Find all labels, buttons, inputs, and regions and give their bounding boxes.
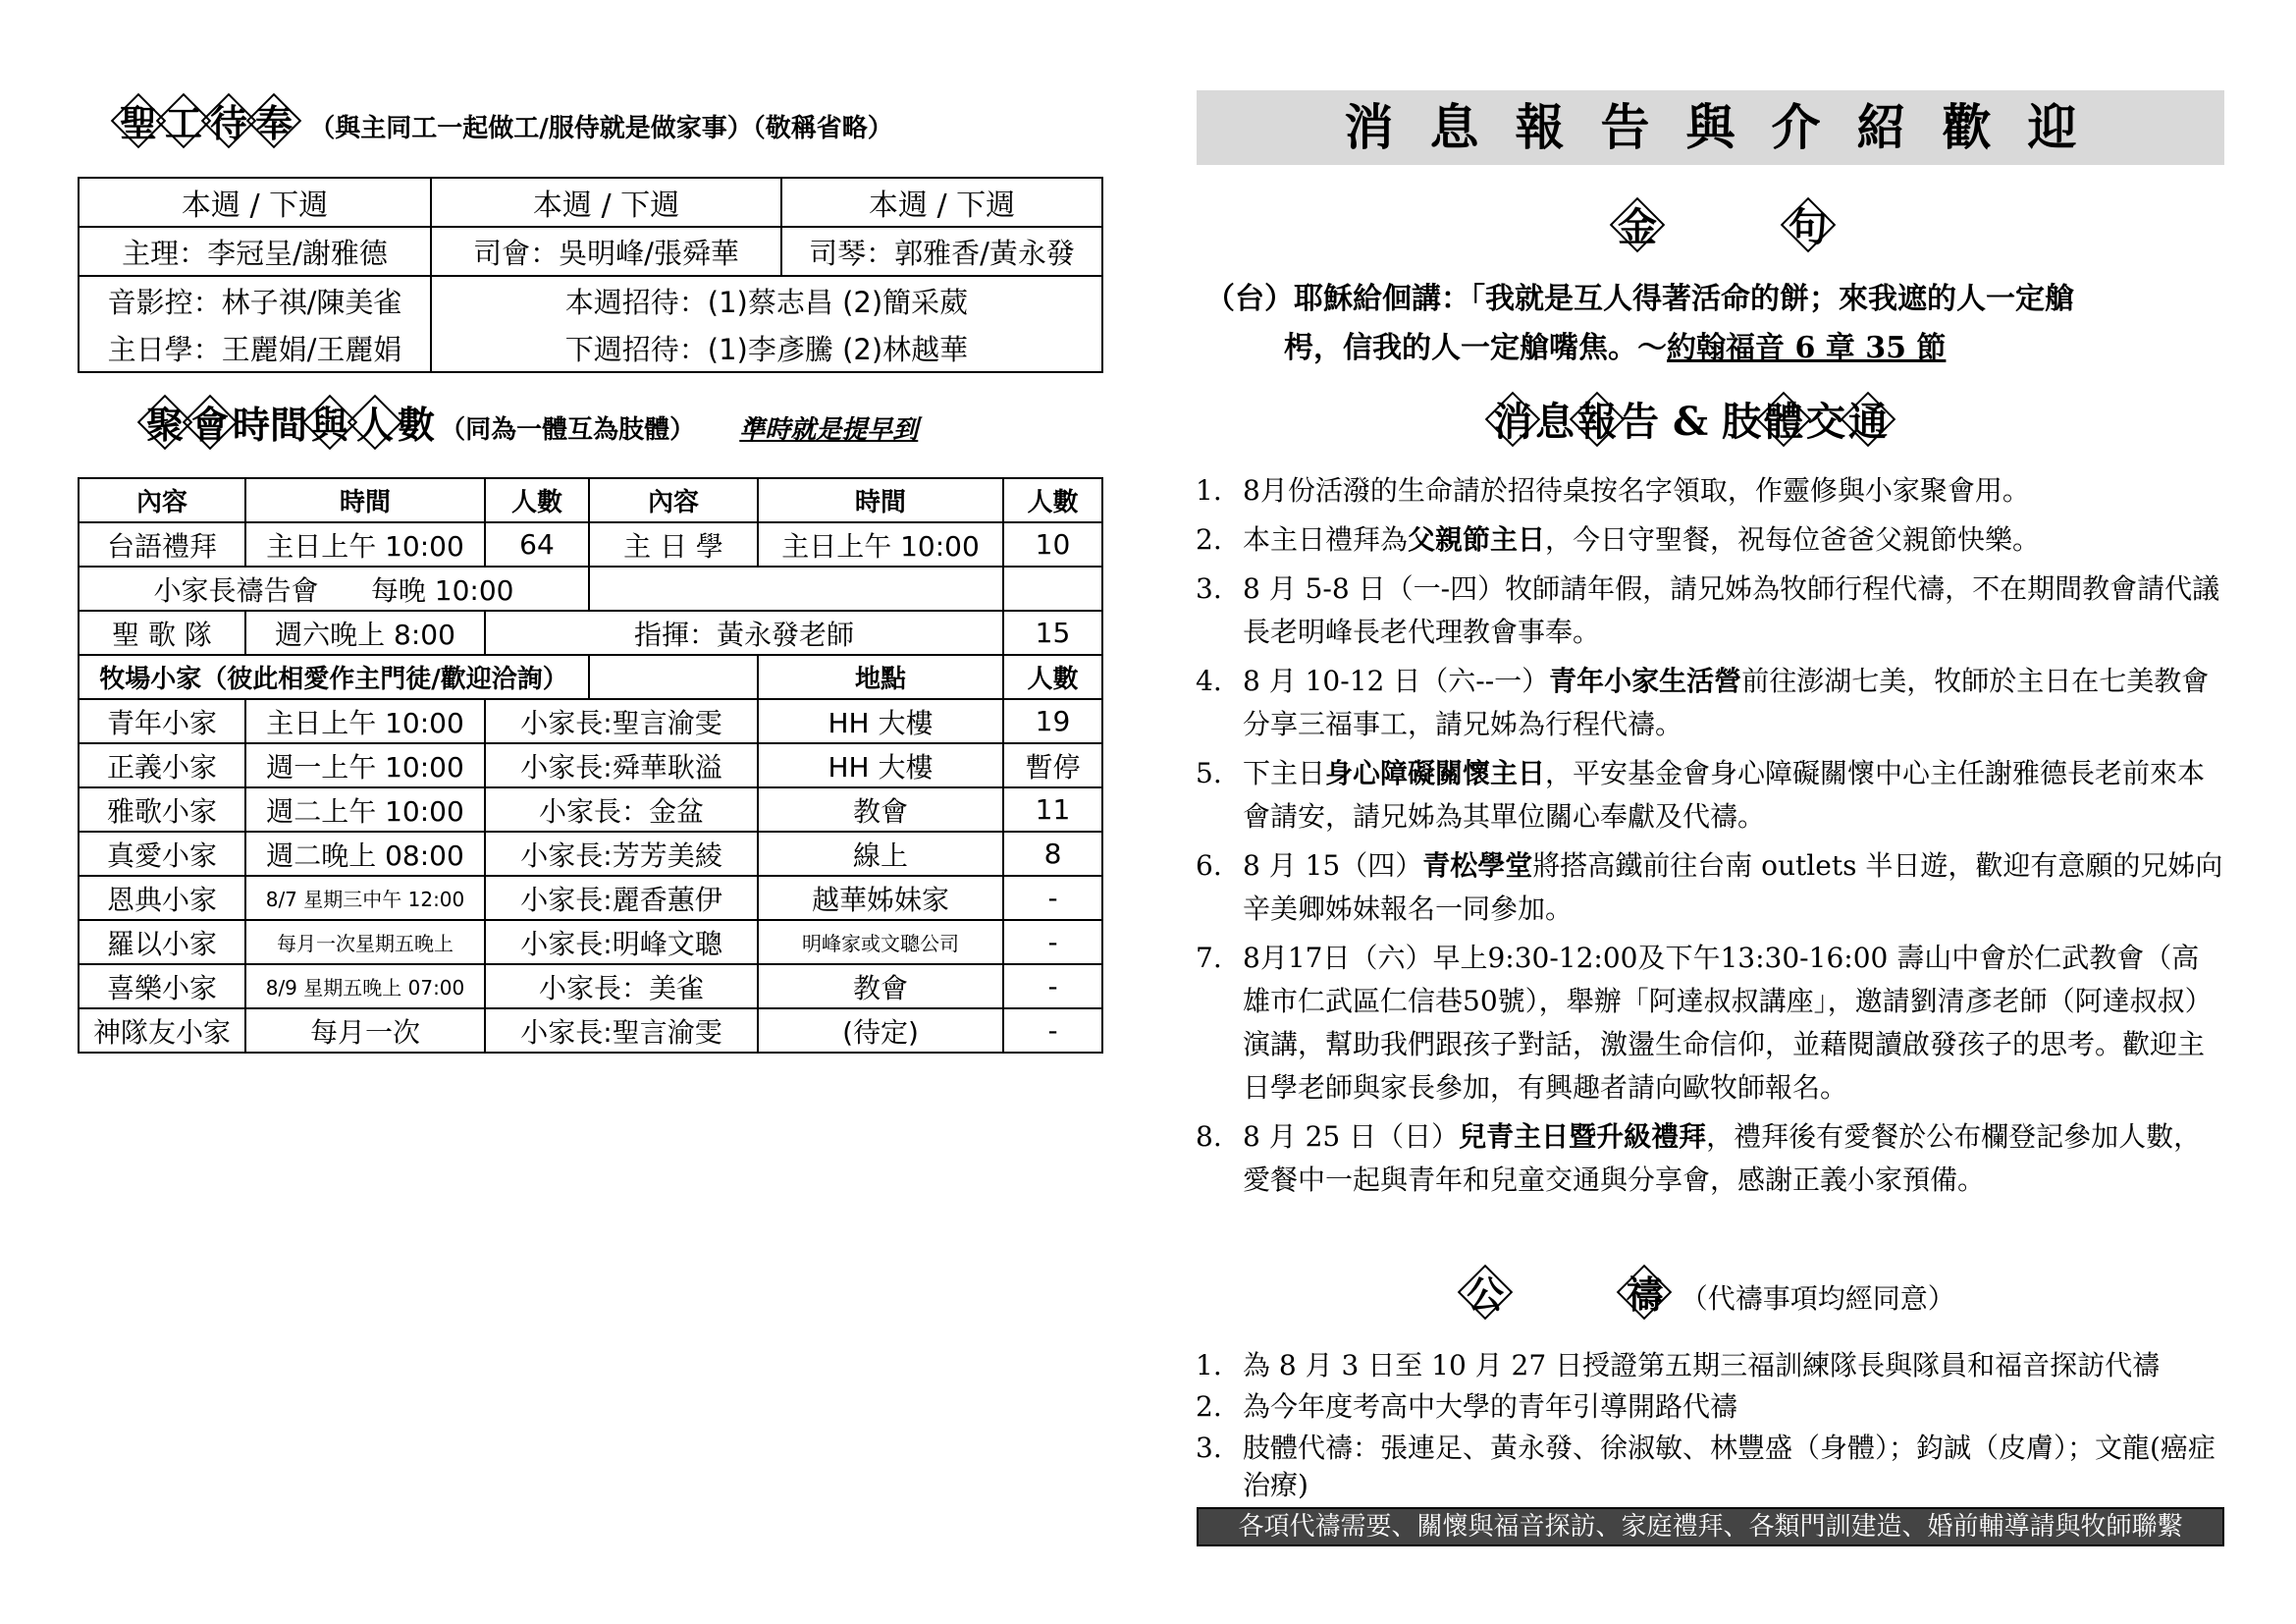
title-char: 告 <box>1620 399 1659 445</box>
verse-line <box>1205 324 2074 373</box>
news-title <box>1490 391 1891 447</box>
verse <box>1205 275 2074 373</box>
banner-char: 消 <box>1344 98 1394 156</box>
cell: 主日上午 10:00 <box>758 522 1003 567</box>
cell: 本週招待：(1)蔡志昌 (2)簡采葳 <box>431 276 1102 324</box>
title-char: 數 <box>398 403 436 447</box>
list-text: 本主日禮拜為 <box>1243 523 1409 556</box>
list-emphasis: 身心障礙關懷主日 <box>1325 757 1546 789</box>
cell: 小家長：美雀 <box>485 964 758 1008</box>
meeting-slogan: 準時就是提早到 <box>739 415 919 445</box>
title-char: 交 <box>1806 399 1845 445</box>
list-item <box>1196 1347 2216 1384</box>
banner-char: 歡 <box>1942 98 1992 156</box>
header-cell: 牧場小家（彼此相愛作主門徒/歡迎洽詢） <box>79 655 589 699</box>
prayer-title-char: 禱 <box>1626 1272 1664 1317</box>
service-subtitle: （與主同工一起做工/服侍就是做家事）（敬稱省略） <box>309 114 893 143</box>
cell: 小家長：金盆 <box>485 787 758 832</box>
list-text: 8月17日（六）早上9:30-12:00及下午13:30-16:00 壽山中會於仁武教會（高雄市仁武區仁信巷50號），舉辦「阿達叔叔講座」，邀請劉清彥老師（阿達叔叔）演講，幫助我們跟孩子對話，激盪生命信仰，並藉閱讀啟發孩子的思考。歡迎主日學老師與家長參加，有興趣者請向歐牧師報名。 <box>1243 942 2213 1104</box>
list-item <box>1196 1430 2216 1504</box>
title-char: 聚 <box>142 395 187 449</box>
cell: 19 <box>1003 699 1102 743</box>
banner-char: 息 <box>1429 98 1479 156</box>
cell: 主 日 學 <box>589 522 758 567</box>
cell: 週二上午 10:00 <box>245 787 485 832</box>
list-text: ，禮拜後有愛餐於公布欄登記參加人數，愛餐中一起與青年和兒童交通與分享會，感謝正義小家預備。 <box>1243 1120 2202 1196</box>
cell: 教會 <box>758 964 1003 1008</box>
title-char: 與 <box>307 395 352 449</box>
cell: 聖 歌 隊 <box>79 611 245 655</box>
cell: HH 大樓 <box>758 699 1003 743</box>
service-table <box>78 177 1103 373</box>
list-number: 5. <box>1196 757 1222 789</box>
cell: 主日上午 10:00 <box>245 699 485 743</box>
prayer-note: （代禱事項均經同意） <box>1680 1282 1955 1315</box>
prayer-title-char: 公 <box>1466 1272 1504 1317</box>
table-row <box>79 832 1102 876</box>
cell: 10 <box>1003 522 1102 567</box>
list-text: 下主日 <box>1243 757 1326 789</box>
list-emphasis: 兒青主日暨升級禮拜 <box>1459 1120 1707 1153</box>
cell: 指揮：黃永發老師 <box>485 611 1003 655</box>
title-char: & <box>1672 399 1709 445</box>
list-text: 8月份活潑的生命請於招待桌按名字領取，作靈修與小家聚會用。 <box>1243 474 2030 507</box>
cell: 週二晚上 08:00 <box>245 832 485 876</box>
cell <box>79 567 589 611</box>
list-text: 8 月 25 日（日） <box>1243 1120 1460 1153</box>
cell: 小家長:芳芳美綾 <box>485 832 758 876</box>
list-item <box>1196 568 2226 654</box>
title-char: 通 <box>1845 391 1891 447</box>
header-cell: 內容 <box>79 478 245 522</box>
cell: 教會 <box>758 787 1003 832</box>
list-text: 為今年度考高中大學的青年引導開路代禱 <box>1243 1390 1738 1423</box>
list-text: ，平安基金會身心障礙關懷中心主任謝雅德長老前來本會請安，請兄姊為其單位關心奉獻及代禱。 <box>1243 757 2206 833</box>
list-item <box>1196 469 2226 513</box>
list-text: 前往澎湖七美，牧師於主日在七美教會分享三福事工，請兄姊為行程代禱。 <box>1243 665 2210 740</box>
list-text: 肢體代禱：張連足、黃永發、徐淑敏、林豐盛（身體）；鈞誠（皮膚）；文龍(癌症治療) <box>1243 1432 2216 1501</box>
title-char: 息 <box>1535 399 1575 445</box>
cell: 64 <box>485 522 589 567</box>
cell: 週六晚上 8:00 <box>245 611 485 655</box>
cell <box>589 567 1003 611</box>
cell: 神隊友小家 <box>79 1008 245 1053</box>
meeting-table <box>78 477 1103 1054</box>
verse-text: 枵，信我的人一定艙嘴焦。～ <box>1284 331 1667 365</box>
cell: 越華姊妹家 <box>758 876 1003 920</box>
cell: 小家長:明峰文聰 <box>485 920 758 964</box>
title-char: 報 <box>1575 391 1620 447</box>
cell: 每月一次星期五晚上 <box>245 920 485 964</box>
list-item <box>1196 844 2226 931</box>
banner-char: 紹 <box>1856 98 1906 156</box>
cell: 青年小家 <box>79 699 245 743</box>
cell: 8 <box>1003 832 1102 876</box>
table-row <box>79 1008 1102 1053</box>
cell: 主日學：王麗娟/王麗娟 <box>79 324 431 372</box>
cell: - <box>1003 920 1102 964</box>
verse-title <box>1615 196 1831 252</box>
title-char: 消 <box>1490 391 1535 447</box>
cell: 司琴：郭雅香/黃永發 <box>781 227 1102 276</box>
cell: 小家長:舜華耿溢 <box>485 743 758 787</box>
list-number: 6. <box>1196 849 1222 882</box>
news-list <box>1196 469 2226 1208</box>
header-cell: 時間 <box>245 478 485 522</box>
banner-char: 迎 <box>2027 98 2077 156</box>
cell: 主理：李冠呈/謝雅德 <box>79 227 431 276</box>
title-char: 時 <box>233 403 271 447</box>
meeting-title <box>142 403 435 447</box>
cell: HH 大樓 <box>758 743 1003 787</box>
cell: 羅以小家 <box>79 920 245 964</box>
prayer-list <box>1196 1347 2216 1508</box>
cell: 真愛小家 <box>79 832 245 876</box>
cell: 8/9 星期五晚上 07:00 <box>245 964 485 1008</box>
table-row <box>79 743 1102 787</box>
list-number: 3. <box>1196 1432 1222 1464</box>
verse-line: （台）耶穌給佪講：「我就是互人得著活命的餅；來我遮的人一定艙 <box>1205 282 2074 316</box>
announcement-banner <box>1197 90 2224 165</box>
list-item <box>1196 1115 2226 1202</box>
header-cell: 本週 / 下週 <box>781 178 1102 227</box>
cell: 司會：吳明峰/張舜華 <box>431 227 781 276</box>
list-emphasis: 父親節主日 <box>1408 523 1546 556</box>
list-number: 2. <box>1196 523 1222 556</box>
cell: 週一上午 10:00 <box>245 743 485 787</box>
cell <box>1003 567 1102 611</box>
service-title: 聖 工 待 奉 <box>116 101 309 145</box>
title-char: 會 <box>187 395 233 449</box>
list-number: 8. <box>1196 1120 1222 1153</box>
list-item <box>1196 1388 2216 1426</box>
cell: (待定) <box>758 1008 1003 1053</box>
cell: 下週招待：(1)李彥騰 (2)林越華 <box>431 324 1102 372</box>
cell: 8/7 星期三中午 12:00 <box>245 876 485 920</box>
title-char: 人 <box>352 395 398 449</box>
table-row <box>79 920 1102 964</box>
header-cell: 內容 <box>589 478 758 522</box>
banner-char: 報 <box>1515 98 1565 156</box>
cell-text: 每晚 10:00 <box>370 573 514 607</box>
title-char <box>1659 399 1673 445</box>
cell: 小家長:聖言渝雯 <box>485 699 758 743</box>
verse-title-char: 金 <box>1618 204 1657 250</box>
banner-char: 介 <box>1771 98 1821 156</box>
service-heading <box>116 93 893 147</box>
cell: 15 <box>1003 611 1102 655</box>
list-item <box>1196 660 2226 746</box>
cell: - <box>1003 876 1102 920</box>
list-text: 8 月 10-12 日（六--一） <box>1243 665 1550 697</box>
cell: 小家長:聖言渝雯 <box>485 1008 758 1053</box>
table-row <box>79 964 1102 1008</box>
title-char: 肢 <box>1722 399 1761 445</box>
list-text: 8 月 15（四） <box>1243 849 1423 882</box>
list-emphasis: 青松學堂 <box>1422 849 1533 882</box>
cell: 線上 <box>758 832 1003 876</box>
cell: 小家長:麗香蕙伊 <box>485 876 758 920</box>
table-row <box>79 876 1102 920</box>
verse-title-char: 句 <box>1788 204 1828 250</box>
list-number: 3. <box>1196 572 1222 605</box>
footer-bar: 各項代禱需要、關懷與福音探訪、家庭禮拜、各類門訓建造、婚前輔導請與牧師聯繫 <box>1197 1507 2224 1546</box>
banner-char: 與 <box>1685 98 1735 156</box>
cell: 音影控：林子祺/陳美雀 <box>79 276 431 324</box>
verse-reference: 約翰福音 6 章 35 節 <box>1667 331 1947 365</box>
banner-char: 告 <box>1600 98 1650 156</box>
header-cell: 人數 <box>1003 655 1102 699</box>
list-item <box>1196 937 2226 1110</box>
cell: 正義小家 <box>79 743 245 787</box>
cell: - <box>1003 1008 1102 1053</box>
list-text: 將搭高鐵前往台南 outlets 半日遊，歡迎有意願的兄姊向辛美卿姊妹報名一同參加。 <box>1243 849 2223 925</box>
list-text: 為 8 月 3 日至 10 月 27 日授證第五期三福訓練隊長與隊員和福音探訪代禱 <box>1243 1349 2161 1381</box>
list-item <box>1196 752 2226 839</box>
cell: 雅歌小家 <box>79 787 245 832</box>
cell: 11 <box>1003 787 1102 832</box>
cell: - <box>1003 964 1102 1008</box>
cell: 台語禮拜 <box>79 522 245 567</box>
header-cell: 地點 <box>758 655 1003 699</box>
cell-text: 小家長禱告會 <box>153 573 319 607</box>
cell: 喜樂小家 <box>79 964 245 1008</box>
table-row <box>79 787 1102 832</box>
cell: 明峰家或文聰公司 <box>758 920 1003 964</box>
cell: 主日上午 10:00 <box>245 522 485 567</box>
list-number: 4. <box>1196 665 1222 697</box>
title-char <box>1708 399 1722 445</box>
list-number: 1. <box>1196 474 1222 507</box>
header-cell <box>589 655 758 699</box>
list-text: 8 月 5-8 日（一-四）牧師請年假，請兄姊為牧師行程代禱，不在期間教會請代議長老明峰長老代理教會事奉。 <box>1243 572 2220 648</box>
header-cell: 本週 / 下週 <box>79 178 431 227</box>
title-char: 間 <box>270 403 308 447</box>
meeting-heading <box>142 395 918 449</box>
list-number: 1. <box>1196 1349 1222 1381</box>
list-number: 7. <box>1196 942 1222 974</box>
list-emphasis: 青年小家生活營 <box>1549 665 1742 697</box>
cell: 恩典小家 <box>79 876 245 920</box>
cell: 暫停 <box>1003 743 1102 787</box>
header-cell: 時間 <box>758 478 1003 522</box>
meeting-subtitle: （同為一體互為肢體） <box>440 415 696 445</box>
header-cell: 人數 <box>1003 478 1102 522</box>
prayer-heading <box>1463 1265 1955 1319</box>
list-item <box>1196 518 2226 562</box>
list-text: ，今日守聖餐，祝每位爸爸父親節快樂。 <box>1545 523 2041 556</box>
list-number: 2. <box>1196 1390 1222 1423</box>
title-char: 體 <box>1761 391 1806 447</box>
table-row <box>79 699 1102 743</box>
header-cell: 本週 / 下週 <box>431 178 781 227</box>
header-cell: 人數 <box>485 478 589 522</box>
cell: 每月一次 <box>245 1008 485 1053</box>
